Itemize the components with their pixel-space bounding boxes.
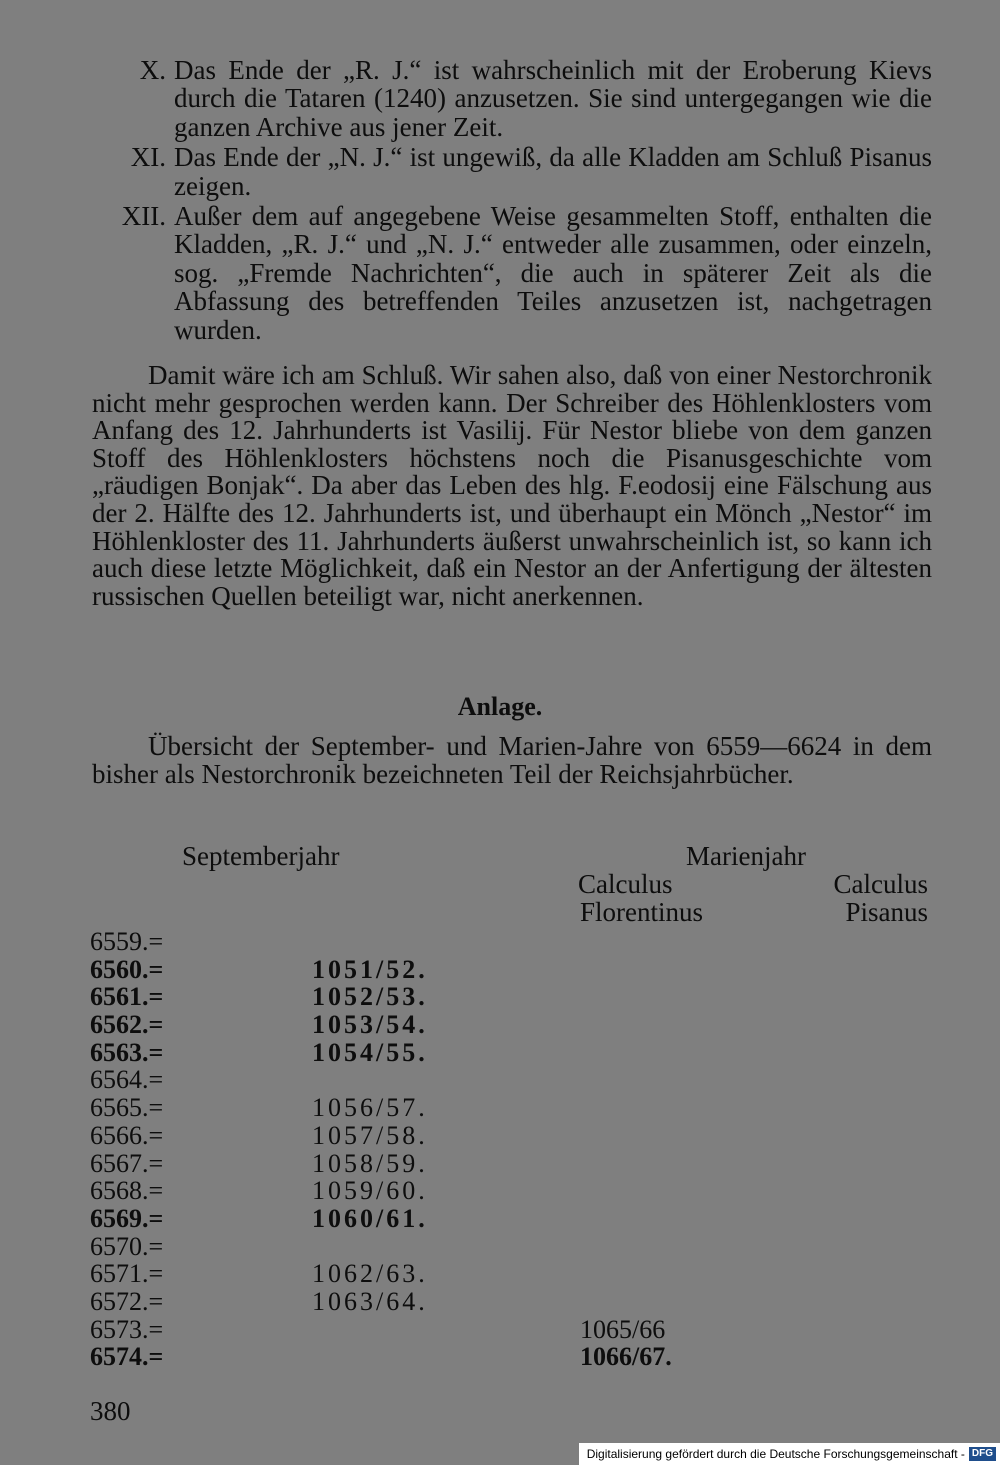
list-item-number: XII. (121, 201, 166, 232)
table-row (90, 1039, 930, 1067)
column-header-florentinus: Florentinus (580, 897, 704, 927)
florentinus-year: 1066/67. (580, 1342, 672, 1372)
september-year-equivalent: 1052/53. (312, 982, 428, 1012)
september-year-equivalent: 1054/55. (312, 1037, 428, 1067)
september-year: 6560.= (90, 954, 164, 984)
september-year: 6569.= (90, 1203, 164, 1233)
september-year-equivalent: 1060/61. (312, 1203, 428, 1233)
section-heading: Anlage. (457, 692, 543, 721)
table-row (90, 1150, 930, 1178)
september-year: 6568.= (90, 1176, 164, 1206)
list-item-text: Außer dem auf angegebene Weise gesammelten Stoff, enthalten die Kladden, „R. J.“ und „N. J.“ entweder alle zusammen, oder einzeln, sog. „Fremde Nachrichten“, die auch in späterer Zeit als die Abfassung des betreffenden Teiles anzusetzen ist, nachgetragen wurden. (174, 201, 932, 345)
list-item-number: XI. (130, 142, 166, 173)
september-year: 6571.= (90, 1259, 164, 1289)
table-row (90, 1205, 930, 1233)
september-year: 6565.= (90, 1093, 164, 1123)
september-year-equivalent: 1062/63. (312, 1259, 428, 1289)
september-year: 6566.= (90, 1120, 164, 1150)
table-row (90, 928, 930, 956)
september-year-equivalent: 1056/57. (312, 1093, 428, 1123)
column-header-calculus-1: Calculus (578, 869, 673, 899)
column-header-calculus-2: Calculus (833, 869, 928, 899)
list-item (92, 143, 932, 200)
table-row (90, 1288, 930, 1316)
column-header-marien: Marienjahr (686, 841, 806, 871)
table-row (90, 1343, 930, 1371)
september-year: 6573.= (90, 1314, 164, 1344)
list-item (92, 56, 932, 141)
september-year: 6564.= (90, 1065, 164, 1095)
september-year: 6570.= (90, 1231, 164, 1261)
page-number: 380 (90, 1396, 131, 1426)
september-year-equivalent: 1059/60. (312, 1176, 428, 1206)
conclusion-paragraph: Damit wäre ich am Schluß. Wir sahen also, daß von einer Nestorchronik nicht mehr gesprochen werden kann. Der Schreiber des Höhlenklosters vom Anfang des 12. Jahrhunderts ist Vasilij. Für Nestor bliebe von dem ganzen Stoff des Höhlenklosters höchstens noch die Pisanusgeschichte vom „räudigen Bonjak“. Da aber das Leben des hlg. F.eodosij eine Fälschung aus der 2. Hälfte des 12. Jahrhunderts ist, und überhaupt ein Mönch „Nestor“ im Höhlenkloster des 11. Jahrhunderts äußerst unwahrscheinlich ist, so kann ich auch diese letzte Möglichkeit, daß ein Nestor an der Anfertigung der ältesten russischen Quellen beteiligt war, nicht anerkennen. (92, 360, 932, 611)
table-row (90, 1316, 930, 1344)
list-item-text: Das Ende der „N. J.“ ist ungewiß, da alle Kladden am Schluß Pisanus zeigen. (174, 142, 932, 201)
table-row (90, 1094, 930, 1122)
list-item (92, 202, 932, 344)
table-row (90, 1122, 930, 1150)
september-year-equivalent: 1058/59. (312, 1148, 428, 1178)
september-year-equivalent: 1063/64. (312, 1286, 428, 1316)
september-year: 6563.= (90, 1037, 164, 1067)
september-year-equivalent: 1051/52. (312, 954, 428, 984)
table-row (90, 1066, 930, 1094)
september-year: 6562.= (90, 1010, 164, 1040)
table-row (90, 983, 930, 1011)
table-intro: Übersicht der September- und Marien-Jahre von 6559—6624 in dem bisher als Nestorchronik bezeichneten Teil der Reichsjahrbücher. (92, 731, 932, 789)
table-row (90, 1011, 930, 1039)
footer-text: Digitalisierung gefördert durch die Deutsche Forschungsgemeinschaft - (586, 1447, 965, 1461)
september-year: 6561.= (90, 982, 164, 1012)
september-year: 6572.= (90, 1286, 164, 1316)
dfg-logo: DFG (969, 1447, 996, 1461)
september-year: 6559.= (90, 927, 164, 956)
footer-banner (579, 1443, 1000, 1465)
september-year-equivalent: 1053/54. (312, 1010, 428, 1040)
table-row (90, 956, 930, 984)
list-item-text: Das Ende der „R. J.“ ist wahrscheinlich mit der Eroberung Kievs durch die Tataren (1240) anzusetzen. Sie sind untergegangen wie die ganzen Archive aus jener Zeit. (174, 55, 932, 142)
table-row (90, 1177, 930, 1205)
florentinus-year: 1065/66 (580, 1314, 666, 1344)
column-header-september: Septemberjahr (182, 841, 340, 871)
column-header-pisanus: Pisanus (845, 897, 928, 927)
table-row (90, 1260, 930, 1288)
september-year: 6574.= (90, 1342, 164, 1372)
numbered-list (92, 56, 932, 346)
table-row (90, 1233, 930, 1261)
september-year: 6567.= (90, 1148, 164, 1178)
september-year-equivalent: 1057/58. (312, 1120, 428, 1150)
year-table (90, 928, 930, 1371)
list-item-number: X. (139, 55, 166, 85)
